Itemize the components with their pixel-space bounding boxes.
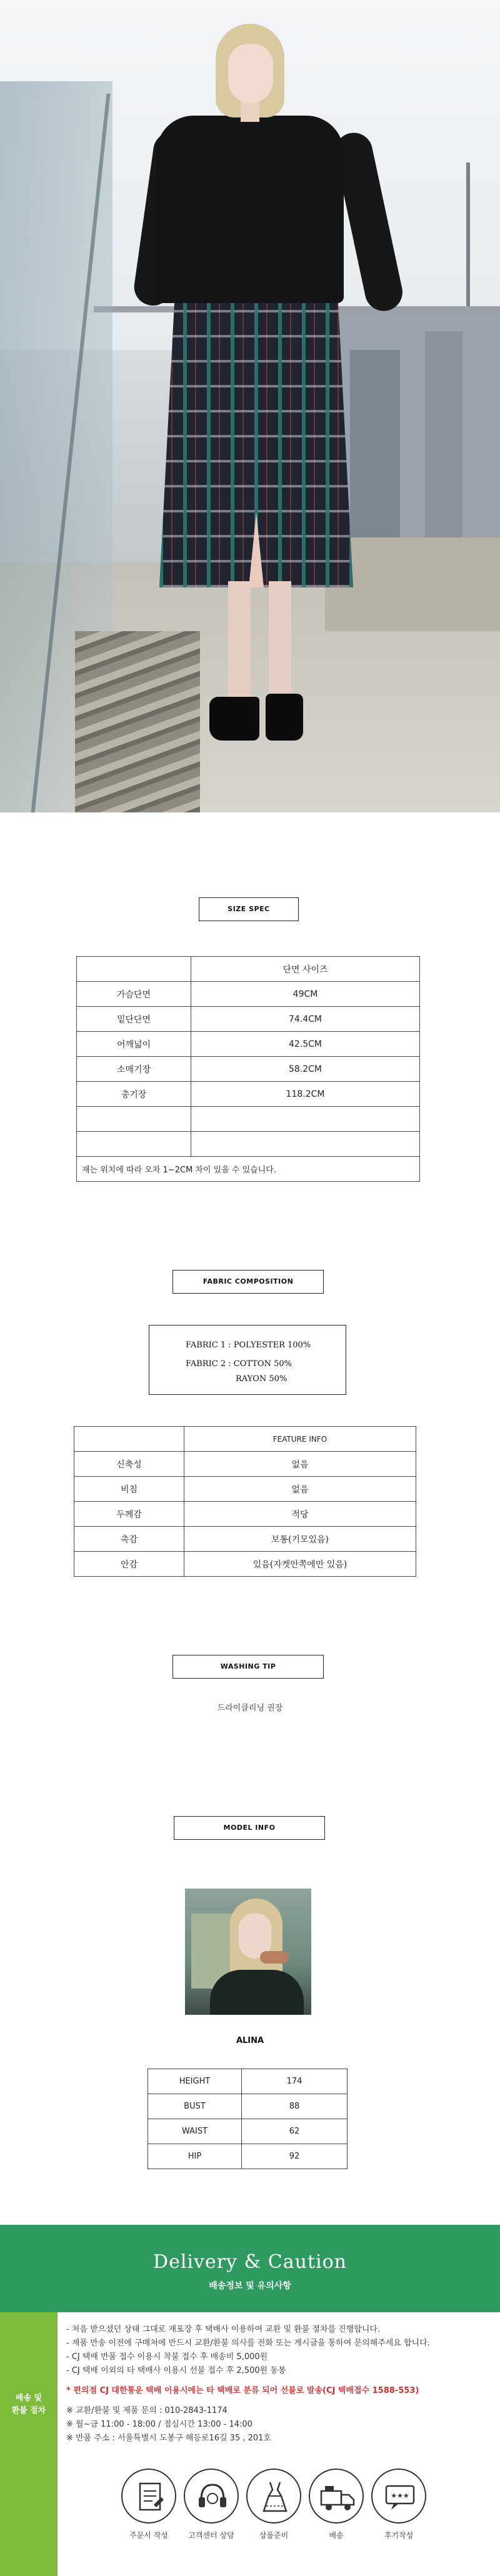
row-value: 118.2CM [191, 1082, 420, 1107]
table-row [77, 1132, 420, 1157]
city-building [425, 331, 462, 550]
table-row [148, 2119, 348, 2144]
delivery-line: - 제품 반송 이전에 구매처에 반드시 교환/환불 의사를 전화 또는 게시글을 통하여 문의해주세요 합니다. [66, 2339, 430, 2348]
model-photo [185, 1889, 311, 2015]
dress-icon [246, 2469, 301, 2524]
contact-line: ※ 반품 주소 : 서울특별시 도봉구 해등로16길 35 , 201호 [66, 2434, 271, 2443]
delivery-header [0, 2225, 500, 2312]
row-label: 가슴단면 [77, 982, 191, 1007]
black-boot [266, 694, 303, 741]
row-value: 92 [242, 2144, 348, 2169]
washing-text: 드라이클리닝 권장 [217, 1704, 283, 1713]
row-value: 있음(자켓안쪽에만 있음) [184, 1552, 416, 1577]
row-label: 어깨넓이 [77, 1032, 191, 1057]
fabric-line-2: FABRIC 2 : COTTON 50% [186, 1359, 292, 1369]
table-row [77, 1032, 420, 1057]
row-label: 비침 [74, 1477, 184, 1502]
table-row [77, 1057, 420, 1082]
model-top [210, 1970, 304, 2015]
row-value: 174 [242, 2069, 348, 2094]
stone-gravel [75, 631, 200, 812]
row-value: 49CM [191, 982, 420, 1007]
model-leg [228, 581, 251, 706]
hero-photo [0, 0, 500, 812]
review-icon [371, 2469, 426, 2524]
size-spec-table [76, 956, 420, 1182]
table-row [148, 2069, 348, 2094]
table-row [74, 1527, 416, 1552]
table-row [74, 1477, 416, 1502]
model-face [228, 44, 273, 103]
size-spec-header: 단면 사이즈 [191, 957, 420, 982]
delivery-side-panel [0, 2312, 58, 2576]
row-label: WAIST [148, 2119, 242, 2144]
row-value: 적당 [184, 1502, 416, 1527]
order-form-icon [121, 2469, 176, 2524]
icon-label: 후기작성 [384, 2531, 414, 2540]
delivery-warning: * 편의점 CJ 대한통운 택배 이용시에는 타 택배로 분류 되어 선불로 발송(CJ 택배접수 1588-553) [66, 2386, 419, 2395]
table-header-empty [74, 1427, 184, 1452]
washing-title: WASHING TIP [172, 1655, 324, 1679]
row-label: 소매기장 [77, 1057, 191, 1082]
model-name: ALINA [236, 2036, 264, 2045]
row-label: 총기장 [77, 1082, 191, 1107]
table-row [148, 2094, 348, 2119]
icon-label: 주문서 작성 [129, 2531, 168, 2540]
feature-table [74, 1426, 416, 1577]
table-header-empty [77, 957, 191, 982]
table-row [74, 1552, 416, 1577]
row-label [77, 1132, 191, 1157]
side-label-2: 환불 절차 [11, 2406, 46, 2415]
row-value [191, 1107, 420, 1132]
model-hand [260, 1951, 289, 1964]
fabric-title: FABRIC COMPOSITION [172, 1270, 324, 1294]
delivery-line: - CJ 택배 이외의 타 택배사 이용시 선불 접수 후 2,500원 동봉 [66, 2366, 286, 2375]
row-label: HIP [148, 2144, 242, 2169]
row-label: 신축성 [74, 1452, 184, 1477]
svg-text:★★★: ★★★ [391, 2492, 409, 2500]
row-label [77, 1107, 191, 1132]
contact-line: ※ 교환/환불 및 제품 문의 : 010-2843-1174 [66, 2406, 228, 2415]
row-label: BUST [148, 2094, 242, 2119]
row-value: 42.5CM [191, 1032, 420, 1057]
icon-label: 고객센터 상담 [188, 2531, 234, 2540]
delivery-line: - 처음 받으셨던 상태 그대로 재포장 후 택배사 이용하여 교환 및 환불 절차를 진행합니다. [66, 2325, 381, 2334]
table-row [77, 1107, 420, 1132]
row-value: 62 [242, 2119, 348, 2144]
row-label: HEIGHT [148, 2069, 242, 2094]
table-row [74, 1452, 416, 1477]
fabric-line-1: FABRIC 1 : POLYESTER 100% [186, 1340, 311, 1350]
black-boot [209, 697, 259, 741]
table-row [77, 1007, 420, 1032]
size-spec-title: SIZE SPEC [199, 897, 299, 921]
fabric-line-3: RAYON 50% [236, 1374, 288, 1384]
row-label: 안감 [74, 1552, 184, 1577]
delivery-line: - CJ 택배 반품 접수 이용시 착불 접수 후 배송비 5,000원 [66, 2352, 268, 2362]
row-label: 두께감 [74, 1502, 184, 1527]
model-table [148, 2069, 348, 2169]
row-value [191, 1132, 420, 1157]
feature-header: FEATURE INFO [184, 1427, 416, 1452]
headset-icon [184, 2469, 239, 2524]
row-label: 밑단단면 [77, 1007, 191, 1032]
city-building [350, 350, 400, 550]
side-label-1: 배송 및 [15, 2394, 42, 2403]
row-value: 88 [242, 2094, 348, 2119]
contact-line: ※ 월~금 11:00 - 18:00 / 점심시간 13:00 - 14:00 [66, 2420, 252, 2429]
icon-label: 배송 [329, 2531, 344, 2540]
table-row [74, 1502, 416, 1527]
table-row [77, 982, 420, 1007]
table-row [148, 2144, 348, 2169]
model-leg [269, 581, 291, 706]
fabric-box [149, 1325, 346, 1395]
model-info-title: MODEL INFO [174, 1816, 325, 1840]
row-value: 74.4CM [191, 1007, 420, 1032]
row-value: 없음 [184, 1477, 416, 1502]
row-value: 없음 [184, 1452, 416, 1477]
black-jacket [156, 116, 344, 303]
row-value: 보통(기모있음) [184, 1527, 416, 1552]
truck-icon [309, 2469, 364, 2524]
delivery-title: Delivery & Caution [153, 2251, 347, 2273]
table-row [77, 1082, 420, 1107]
icon-label: 상품준비 [259, 2531, 289, 2540]
row-label: 촉감 [74, 1527, 184, 1552]
delivery-subtitle: 배송정보 및 유의사항 [209, 2281, 291, 2291]
size-note: 재는 위치에 따라 오차 1~2CM 차이 있을 수 있습니다. [77, 1157, 420, 1182]
row-value: 58.2CM [191, 1057, 420, 1082]
